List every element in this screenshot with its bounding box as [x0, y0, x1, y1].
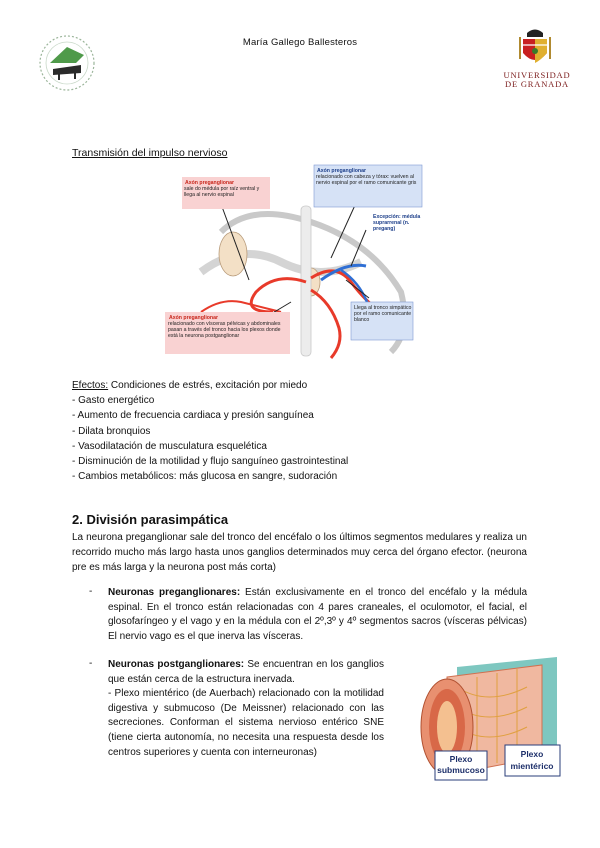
university-name-line-2: DE GRANADA	[505, 79, 569, 89]
university-name	[501, 71, 573, 89]
bullet-dash: -	[89, 658, 93, 669]
university-crest-icon	[516, 27, 554, 67]
label-plexo-mienterico-1: Plexo	[520, 749, 544, 759]
sympathetic-pathway-figure	[161, 162, 423, 366]
bullet-postganglionic	[108, 658, 384, 760]
effects-list	[72, 378, 348, 484]
effect-item: - Cambios metabólicos: más glucosa en sangre, sudoración	[72, 471, 338, 483]
university-name-line-1: UNIVERSIDAD	[503, 70, 571, 80]
label-top-left-bold: Axón preganglionar	[185, 180, 234, 186]
bullet-preganglionic	[108, 586, 527, 644]
label-top-right-bold: Axón preganglionar	[317, 168, 366, 174]
effect-item: - Disminución de la motilidad y flujo sanguíneo gastrointestinal	[72, 456, 349, 468]
section-title: Transmisión del impulso nervioso	[72, 147, 228, 159]
label-plexo-mienterico-2: mientérico	[510, 761, 554, 771]
bullet-text: Se encuentran en los ganglios que están cerca de la estructura inervada.	[108, 659, 384, 685]
bullet-text: Están exclusivamente en el tronco del encéfalo y la médula espinal. En el tronco están relacionadas con 4 pares craneales, el oculomotor, el facial, el glosofaríngeo y el vago y en la médula con el 2º,3º y 4º segmentos sacros (vísceras pélvicas) El nervio vago es el que inerva las vísceras.	[108, 587, 528, 642]
label-top-left-text: sale do médula por raíz ventral y llega al nervio espinal	[184, 186, 260, 199]
bullet-dash: -	[89, 586, 93, 597]
effects-intro: Condiciones de estrés, excitación por miedo	[108, 380, 308, 391]
label-exception: Excepción: médula suprarrenal (n. pregang)	[373, 214, 421, 233]
label-bottom-left-bold: Axón preganglionar	[169, 315, 218, 321]
author-name: María Gallego Ballesteros	[242, 37, 358, 48]
effects-label: Efectos:	[72, 380, 109, 391]
label-plexo-submucoso-2: submucoso	[437, 765, 485, 775]
effect-item: - Gasto energético	[72, 395, 155, 407]
effect-item: - Aumento de frecuencia cardiaca y presión sanguínea	[72, 410, 314, 422]
label-top-right-text: relacionado con cabeza y tórax: vuelven al nervio espinal por el ramo comunicante gris	[316, 174, 417, 187]
effect-item: - Vasodilatación de musculatura esquelética	[72, 440, 267, 452]
effect-item: - Dilata bronquios	[72, 425, 151, 437]
label-plexo-submucoso-1: Plexo	[449, 754, 473, 764]
bullet-bold: Neuronas postganglionares:	[108, 659, 245, 670]
enteric-plexus-figure	[417, 657, 562, 787]
bullet-bold: Neuronas preganglionares:	[108, 587, 241, 598]
label-bottom-left-text: relacionado con vísceras pélvicas y abdominales pasan a través del tronco hacia los plexos donde está la neurona postganglionar	[168, 321, 281, 340]
section-paragraph: La neurona preganglionar sale del tronco del encéfalo o los últimos segmentos medulares y realiza un recorrido mucho más largo hasta unos ganglios determinados muy cerca del órgano efector. (neurona pre es más larga y la neurona post más corta)	[72, 532, 527, 574]
effects-heading	[72, 378, 348, 393]
section-heading: 2. División parasimpática	[72, 512, 229, 527]
label-bottom-right: Llega al tronco simpático por el ramo comunicante blanco	[354, 305, 412, 324]
bullet-subtext: - Plexo mientérico (de Auerbach) relacionado con la motilidad digestiva y submucoso (De Meissner) relacionado con las secreciones. Conforman el sistema nervioso entérico SNE (tiene cierta autonomía, no necesita una respuesta desde los centros superiores y cuenta con interneuronas)	[108, 688, 384, 758]
